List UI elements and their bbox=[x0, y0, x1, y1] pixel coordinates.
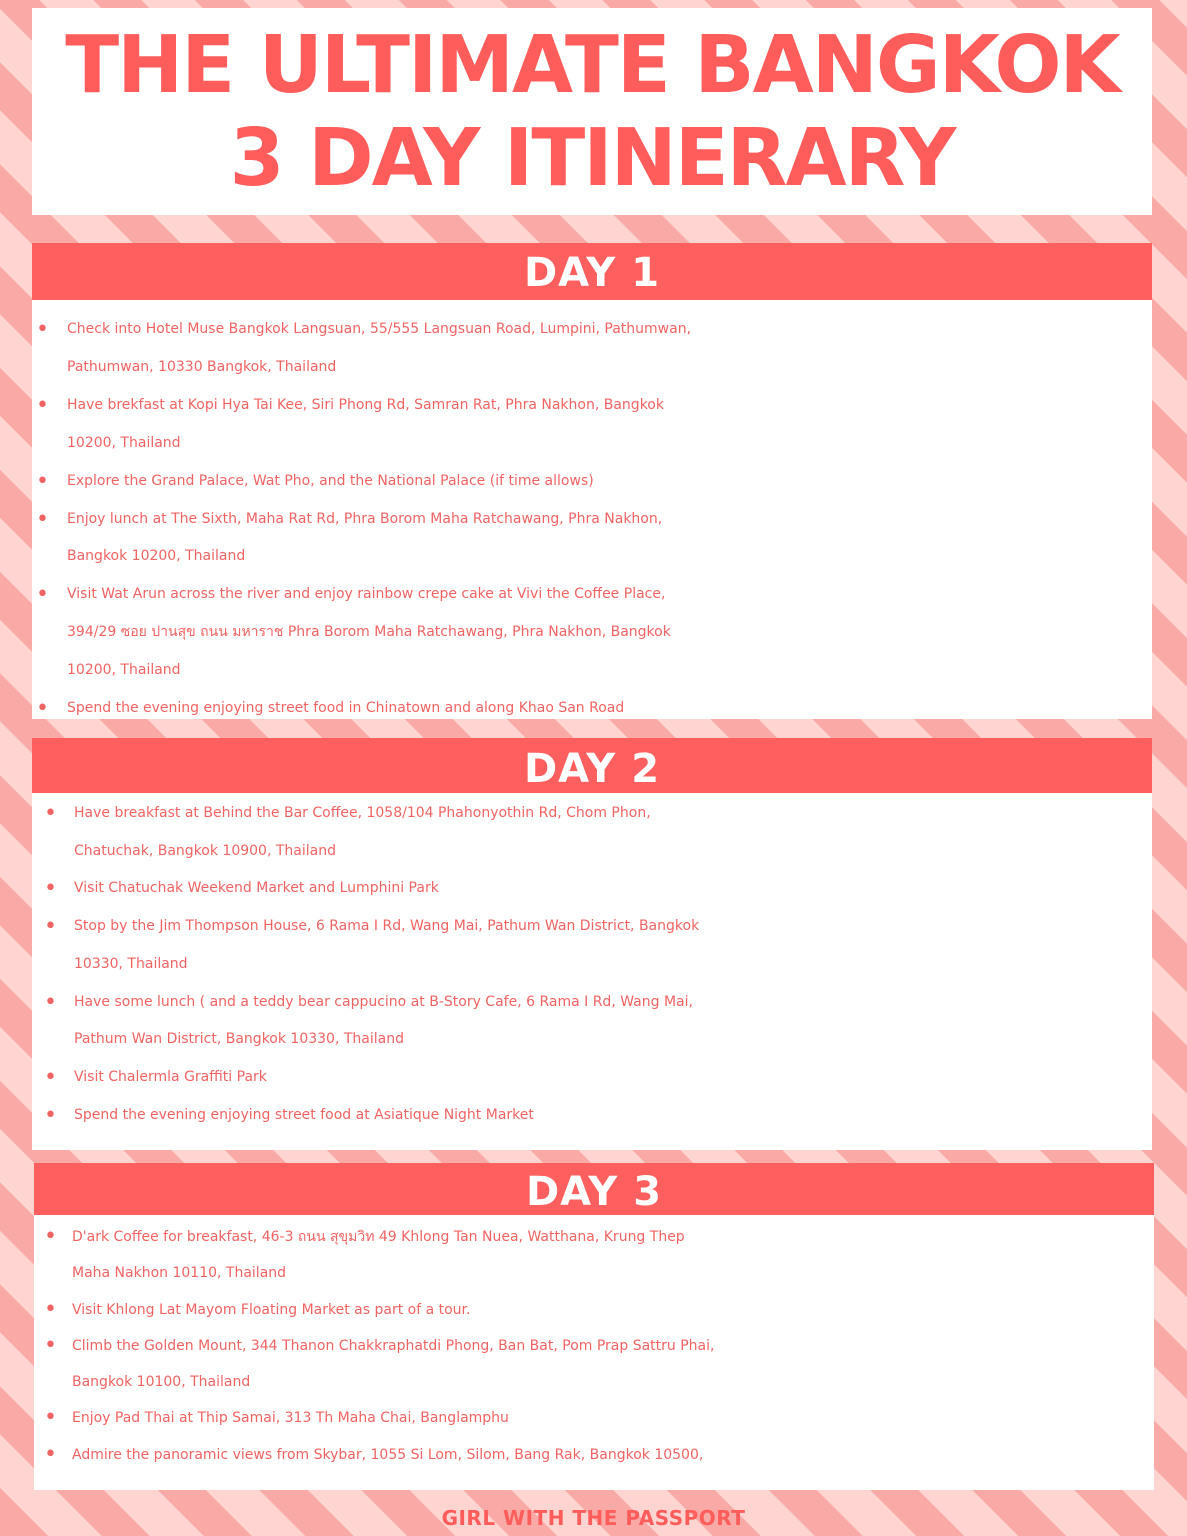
list-item-text-line: 10200, Thailand bbox=[67, 434, 181, 451]
day-3-list-panel bbox=[34, 1215, 1154, 1490]
list-item bbox=[32, 690, 1152, 728]
list-item-text-line: Have brekfast at Kopi Hya Tai Kee, Siri Phong Rd, Samran Rat, Phra Nakhon, Bangkok bbox=[67, 396, 664, 413]
title-panel bbox=[32, 8, 1152, 215]
day-1-list bbox=[32, 311, 1152, 728]
bullet-icon: • bbox=[36, 506, 49, 532]
list-item bbox=[32, 984, 1152, 1059]
list-item-text-line: Stop by the Jim Thompson House, 6 Rama I Rd, Wang Mai, Pathum Wan District, Bangkok bbox=[74, 918, 700, 935]
list-item bbox=[32, 795, 1152, 870]
day-2-heading: DAY 2 bbox=[32, 738, 1152, 793]
list-item-text-line: Pathumwan, 10330 Bangkok, Thailand bbox=[67, 358, 337, 375]
day-2-section bbox=[32, 738, 1152, 1150]
list-item bbox=[32, 387, 1152, 463]
list-item-text-line: 10330, Thailand bbox=[74, 955, 188, 972]
bullet-icon: • bbox=[44, 1064, 57, 1090]
bullet-icon: • bbox=[36, 696, 49, 722]
day-2-list bbox=[32, 795, 1152, 1134]
day-3-list bbox=[34, 1219, 1154, 1473]
list-item-text-line: Climb the Golden Mount, 344 Thanon Chakkraphatdi Phong, Ban Bat, Pom Prap Sattru Phai, bbox=[72, 1337, 715, 1354]
bullet-icon: • bbox=[36, 468, 49, 494]
day-3-section bbox=[34, 1163, 1154, 1490]
bullet-icon: • bbox=[36, 392, 49, 418]
list-item-text-line: Pathum Wan District, Bangkok 10330, Thailand bbox=[74, 1031, 404, 1048]
list-item-text-line: Chatuchak, Bangkok 10900, Thailand bbox=[74, 842, 336, 859]
day-1-heading: DAY 1 bbox=[32, 243, 1152, 300]
list-item bbox=[32, 463, 1152, 501]
list-item-text-line: Enjoy Pad Thai at Thip Samai, 313 Th Maha Chai, Banglamphu bbox=[72, 1410, 509, 1427]
list-item bbox=[34, 1400, 1154, 1436]
list-item bbox=[32, 1097, 1152, 1135]
list-item-text-line: Visit Chatuchak Weekend Market and Lumphini Park bbox=[74, 880, 439, 897]
list-item-text-line: Visit Wat Arun across the river and enjoy rainbow crepe cake at Vivi the Coffee Place, bbox=[67, 586, 666, 603]
list-item-text-line: Enjoy lunch at The Sixth, Maha Rat Rd, Phra Borom Maha Ratchawang, Phra Nakhon, bbox=[67, 510, 663, 527]
bullet-icon: • bbox=[44, 1296, 57, 1322]
list-item-text-line: Spend the evening enjoying street food in Chinatown and along Khao San Road bbox=[67, 700, 625, 717]
list-item-text-line: Bangkok 10200, Thailand bbox=[67, 548, 246, 565]
list-item-text-line: Check into Hotel Muse Bangkok Langsuan, 55/555 Langsuan Road, Lumpini, Pathumwan, bbox=[67, 321, 692, 337]
list-item bbox=[34, 1219, 1154, 1292]
list-item-text-line: Explore the Grand Palace, Wat Pho, and the National Palace (if time allows) bbox=[67, 472, 594, 489]
bullet-icon: • bbox=[36, 582, 49, 608]
list-item bbox=[32, 870, 1152, 908]
list-item bbox=[34, 1328, 1154, 1401]
list-item-text-line: Admire the panoramic views from Skybar, 1055 Si Lom, Silom, Bang Rak, Bangkok 10500, bbox=[72, 1446, 704, 1463]
bullet-icon: • bbox=[44, 801, 57, 826]
page-title-line-1: THE ULTIMATE BANGKOK bbox=[65, 18, 1119, 111]
page-title-line-2: 3 DAY ITINERARY bbox=[229, 111, 955, 204]
footer-brand: GIRL WITH THE PASSPORT bbox=[441, 1506, 746, 1530]
bullet-icon: • bbox=[44, 989, 57, 1015]
bullet-icon: • bbox=[44, 1441, 57, 1467]
list-item bbox=[32, 908, 1152, 983]
list-item-text-line: Have breakfast at Behind the Bar Coffee, 1058/104 Phahonyothin Rd, Chom Phon, bbox=[74, 805, 651, 821]
day-1-list-panel bbox=[32, 300, 1152, 722]
list-item-text-line: Bangkok 10100, Thailand bbox=[72, 1374, 251, 1391]
list-item-text-line: Maha Nakhon 10110, Thailand bbox=[72, 1265, 287, 1282]
list-item-text-line: Have some lunch ( and a teddy bear cappucino at B-Story Cafe, 6 Rama I Rd, Wang Mai, bbox=[74, 993, 693, 1010]
list-item-text-line: D'ark Coffee for breakfast, 46-3 ถนน สุขุมวิท 49 Khlong Tan Nuea, Watthana, Krung Thep bbox=[72, 1229, 685, 1245]
bullet-icon: • bbox=[36, 317, 49, 342]
list-item-text-line: Visit Khlong Lat Mayom Floating Market as part of a tour. bbox=[72, 1301, 471, 1318]
list-item bbox=[32, 311, 1152, 387]
day-1-section bbox=[32, 243, 1152, 722]
list-item bbox=[34, 1437, 1154, 1473]
list-item-text-line: Visit Chalermla Graffiti Park bbox=[74, 1068, 267, 1085]
bullet-icon: • bbox=[44, 1405, 57, 1431]
bullet-icon: • bbox=[44, 876, 57, 902]
day-3-heading: DAY 3 bbox=[34, 1163, 1154, 1215]
bullet-icon: • bbox=[44, 914, 57, 940]
list-item-text-line: 394/29 ซอย ปานสุข ถนน มหาราช Phra Borom Maha Ratchawang, Phra Nakhon, Bangkok bbox=[67, 624, 671, 641]
list-item bbox=[32, 1059, 1152, 1097]
bullet-icon: • bbox=[44, 1332, 57, 1358]
list-item bbox=[34, 1292, 1154, 1328]
day-2-list-panel bbox=[32, 793, 1152, 1150]
list-item-text-line: 10200, Thailand bbox=[67, 662, 181, 679]
list-item bbox=[32, 501, 1152, 577]
list-item-text-line: Spend the evening enjoying street food at Asiatique Night Market bbox=[74, 1106, 534, 1123]
list-item bbox=[32, 576, 1152, 690]
bullet-icon: • bbox=[44, 1224, 57, 1249]
bullet-icon: • bbox=[44, 1102, 57, 1128]
